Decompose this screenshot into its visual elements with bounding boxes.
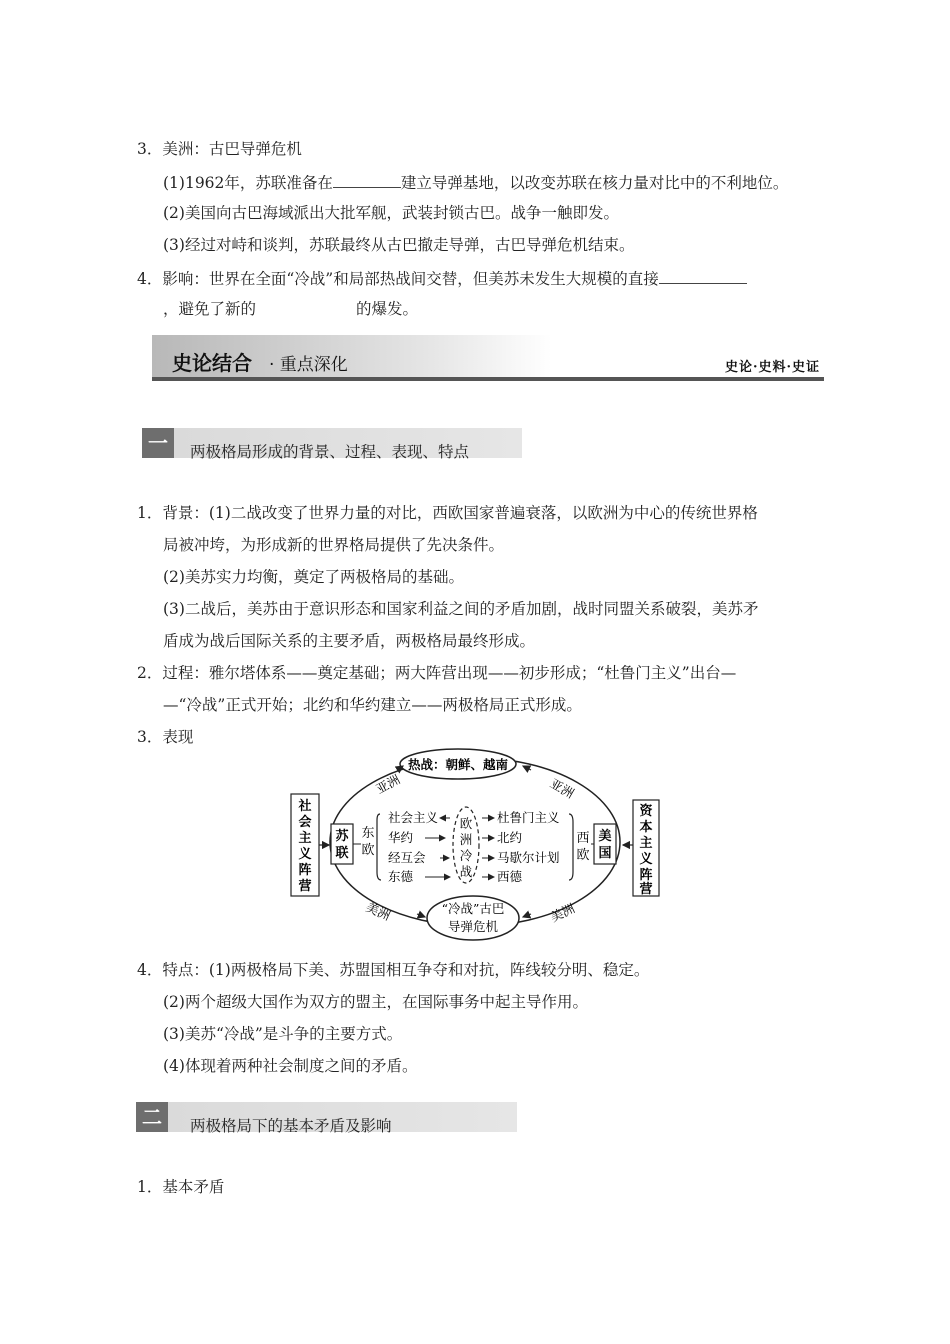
left-item-east-germany: 东德 xyxy=(388,869,414,884)
east-europe-label: 东欧 xyxy=(361,826,375,858)
left-item-warsaw-pact: 华约 xyxy=(388,830,414,845)
item3-title: 3．美洲：古巴导弹危机 xyxy=(137,140,302,158)
topic-number: 二 xyxy=(136,1102,168,1132)
fill-in-blank[interactable] xyxy=(333,171,401,188)
bipolar-diagram xyxy=(285,742,665,944)
item3-paragraph-3: (3)经过对峙和谈判，苏联最终从古巴撤走导弹，古巴导弹危机结束。 xyxy=(163,236,635,254)
right-item-marshall-plan: 马歇尔计划 xyxy=(497,850,560,865)
topic-number: 一 xyxy=(142,428,174,458)
basic-contradiction-heading: 1．基本矛盾 xyxy=(137,1178,225,1196)
asia-right-label: 亚洲 xyxy=(547,775,577,802)
item4-text-2: ，避免了新的 xyxy=(163,300,257,318)
item3-p1-start: (1)1962年，苏联准备在 xyxy=(163,174,333,192)
west-europe-label: 西欧 xyxy=(576,831,590,863)
cuba-label-line2: 导弹危机 xyxy=(447,919,499,934)
item4-line-2 xyxy=(163,299,418,319)
fill-in-blank[interactable] xyxy=(659,267,747,284)
left-item-socialism: 社会主义 xyxy=(388,810,439,825)
topic-title: 两极格局形成的背景、过程、表现、特点 xyxy=(190,443,470,461)
topic-title: 两极格局下的基本矛盾及影响 xyxy=(190,1117,392,1135)
item4-text-3: 的爆发。 xyxy=(356,300,419,318)
right-item-nato: 北约 xyxy=(497,830,523,845)
process-line-1: 2．过程：雅尔塔体系——奠定基础；两大阵营出现——初步形成；“杜鲁门主义”出台— xyxy=(137,664,737,682)
background-line-3: (2)美苏实力均衡，奠定了两极格局的基础。 xyxy=(163,568,464,586)
cuba-label-line1: “冷战”古巴 xyxy=(441,901,505,916)
background-line-2: 局被冲垮，为形成新的世界格局提供了先决条件。 xyxy=(163,536,505,554)
banner-subtitle: · 重点深化 xyxy=(269,355,348,375)
expression-heading: 3．表现 xyxy=(137,728,194,746)
asia-left-label: 亚洲 xyxy=(373,771,403,797)
europe-cold-war-label: 欧洲冷战 xyxy=(459,816,473,879)
america-right-label: 美洲 xyxy=(547,900,577,925)
background-line-4: (3)二战后，美苏由于意识形态和国家利益之间的矛盾加剧，战时同盟关系破裂，美苏矛 xyxy=(163,600,759,618)
item3-paragraph-2: (2)美国向古巴海域派出大批军舰，武装封锁古巴。战争一触即发。 xyxy=(163,204,619,222)
america-left-label: 美洲 xyxy=(363,899,393,924)
ussr-label: 苏联 xyxy=(335,829,349,861)
item4-text: 4．影响：世界在全面“冷战”和局部热战间交替，但美苏未发生大规模的直接 xyxy=(137,270,659,288)
item3-paragraph-1 xyxy=(163,171,788,193)
features-line-1: 4．特点：(1)两极格局下美、苏盟国相互争夺和对抗，阵线较分明、稳定。 xyxy=(137,961,650,979)
banner-title: 史论结合 xyxy=(172,351,252,375)
hot-war-label: 热战：朝鲜、越南 xyxy=(407,757,509,772)
right-item-truman-doctrine: 杜鲁门主义 xyxy=(497,810,560,825)
banner-tagline: 史论·史料·史证 xyxy=(724,360,820,375)
left-item-comecon: 经互会 xyxy=(388,850,426,865)
socialist-camp-label: 社会主义阵营 xyxy=(298,799,312,894)
features-line-4: (4)体现着两种社会制度之间的矛盾。 xyxy=(163,1057,418,1075)
item4-line-1 xyxy=(137,267,747,289)
features-line-3: (3)美苏“冷战”是斗争的主要方式。 xyxy=(163,1025,403,1043)
banner-rule xyxy=(152,377,824,381)
usa-label: 美国 xyxy=(598,829,612,861)
topic-header-2 xyxy=(136,1102,517,1135)
topic-header-1 xyxy=(142,428,522,461)
background-line-1: 1．背景：(1)二战改变了世界力量的对比，西欧国家普遍衰落，以欧洲为中心的传统世界格 xyxy=(137,504,758,522)
section-banner xyxy=(152,335,824,383)
background-line-5: 盾成为战后国际关系的主要矛盾，两极格局最终形成。 xyxy=(163,632,536,650)
capitalist-camp-label: 资本主义阵营 xyxy=(639,804,653,897)
process-line-2: —“冷战”正式开始；北约和华约建立——两极格局正式形成。 xyxy=(163,696,582,714)
right-item-west-germany: 西德 xyxy=(497,869,523,884)
features-line-2: (2)两个超级大国作为双方的盟主，在国际事务中起主导作用。 xyxy=(163,993,588,1011)
item3-p1-end: 建立导弹基地，以改变苏联在核力量对比中的不利地位。 xyxy=(400,174,789,192)
